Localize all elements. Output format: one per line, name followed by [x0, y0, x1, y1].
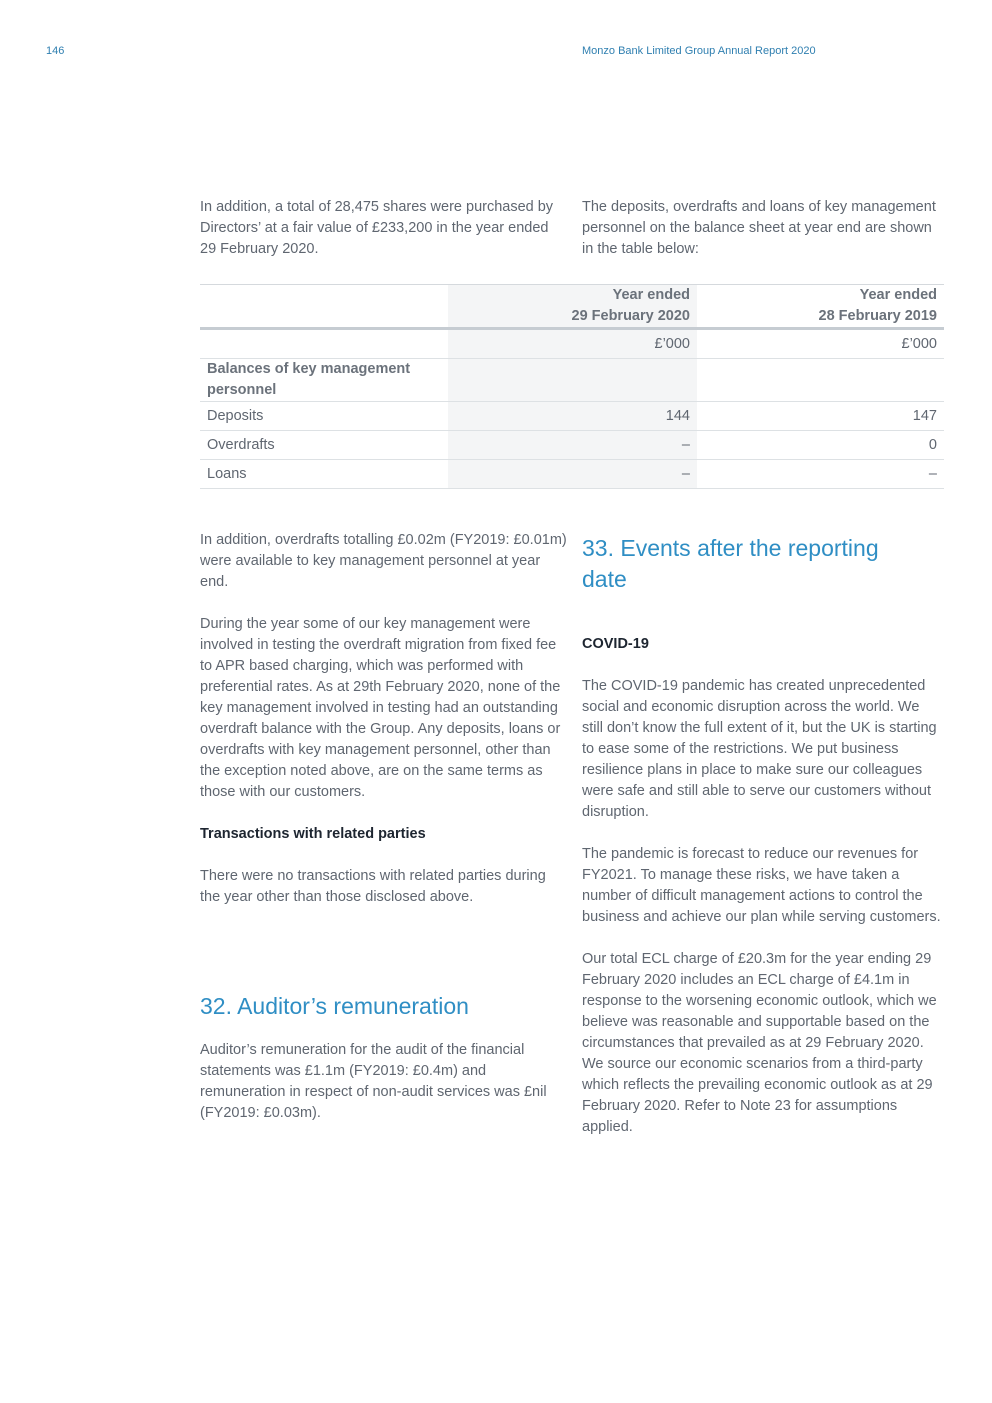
testing-paragraph: During the year some of our key management were involved in testing the overdraft migration from fixed fee to APR based charging, which was performed with preferential rates. As at 29th February 2020, none of the key management involved in testing had an outstanding overdraft balance with the Group. Any deposits, loans or overdrafts with key management personnel, other than the exception noted above, are on the same terms as those with our customers. — [200, 616, 561, 800]
row-value-2020: – — [448, 460, 697, 489]
unit-blank — [200, 329, 448, 359]
table-unit-row — [200, 329, 944, 359]
related-parties-heading: Transactions with related parties — [200, 826, 426, 842]
row-value-2019: 0 — [697, 431, 944, 460]
row-label: Deposits — [200, 402, 448, 431]
overdraft-paragraph: In addition, overdrafts totalling £0.02m (FY2019: £0.01m) were available to key management personnel at year end. — [200, 532, 567, 590]
unit-2020: £’000 — [448, 329, 697, 359]
related-parties-text: There were no transactions with related parties during the year other than those disclosed above. — [200, 868, 546, 905]
intro-left-paragraph: In addition, a total of 28,475 shares were purchased by Directors’ at a fair value of £233,200 in the year ended 29 February 2020. — [200, 199, 554, 257]
row-value-2020: – — [448, 431, 697, 460]
table-header-2019 — [697, 285, 944, 329]
section-blank-2019 — [697, 359, 944, 402]
header-2020-line1: Year ended — [612, 287, 690, 303]
row-value-2020: 144 — [448, 402, 697, 431]
row-label: Overdrafts — [200, 431, 448, 460]
table-row — [200, 402, 944, 431]
row-value-2019: – — [697, 460, 944, 489]
right-body — [582, 634, 944, 1159]
table-header-2020 — [448, 285, 697, 329]
table-header-row — [200, 285, 944, 329]
unit-2019: £’000 — [697, 329, 944, 359]
header-2019-line1: Year ended — [859, 287, 937, 303]
row-value-2019: 147 — [697, 402, 944, 431]
row-label: Loans — [200, 460, 448, 489]
header-2019-line2: 28 February 2019 — [818, 308, 937, 324]
header-2020-line2: 29 February 2020 — [571, 308, 690, 324]
section-blank-2020 — [448, 359, 697, 402]
kmp-balances-table — [200, 284, 944, 489]
auditor-text: Auditor’s remuneration for the audit of the financial statements was £1.1m (FY2019: £0.4m) and remuneration in respect of non-audit services was £nil (FY2019: £0.03m). — [200, 1042, 547, 1121]
auditor-heading: 32. Auditor’s remuneration — [200, 993, 469, 1019]
covid-heading: COVID-19 — [582, 636, 649, 652]
table-row — [200, 431, 944, 460]
section-label: Balances of key management personnel — [200, 359, 448, 402]
covid-paragraph-1: The COVID-19 pandemic has created unprecedented social and economic disruption across the world. We still don’t know the full extent of it, but the UK is starting to ease some of the restrictions. We put business resilience plans in place to make sure our colleagues were safe and still able to serve our customers without disruption. — [582, 678, 937, 820]
covid-paragraph-2: The pandemic is forecast to reduce our revenues for FY2021. To manage these risks, we have taken a number of difficult management actions to control the business and achieve our plan while serving customers. — [582, 846, 941, 925]
intro-right-paragraph: The deposits, overdrafts and loans of key management personnel on the balance sheet at year end are shown in the table below: — [582, 199, 936, 257]
report-title: Monzo Bank Limited Group Annual Report 2020 — [582, 45, 816, 57]
left-body — [200, 530, 568, 929]
page-number: 146 — [46, 45, 65, 57]
table-header-blank — [200, 285, 448, 329]
events-heading: 33. Events after the reporting date — [582, 535, 879, 592]
table-row — [200, 460, 944, 489]
table-section-row — [200, 359, 944, 402]
covid-paragraph-3: Our total ECL charge of £20.3m for the year ending 29 February 2020 includes an ECL charge of £4.1m in response to the worsening economic outlook, which we believe was reasonable and supportable based on the circumstances that prevailed as at 29 February 2020. We source our economic scenarios from a third-party which reflects the prevailing economic outlook as at 29 February 2020. Refer to Note 23 for assumptions applied. — [582, 951, 937, 1135]
